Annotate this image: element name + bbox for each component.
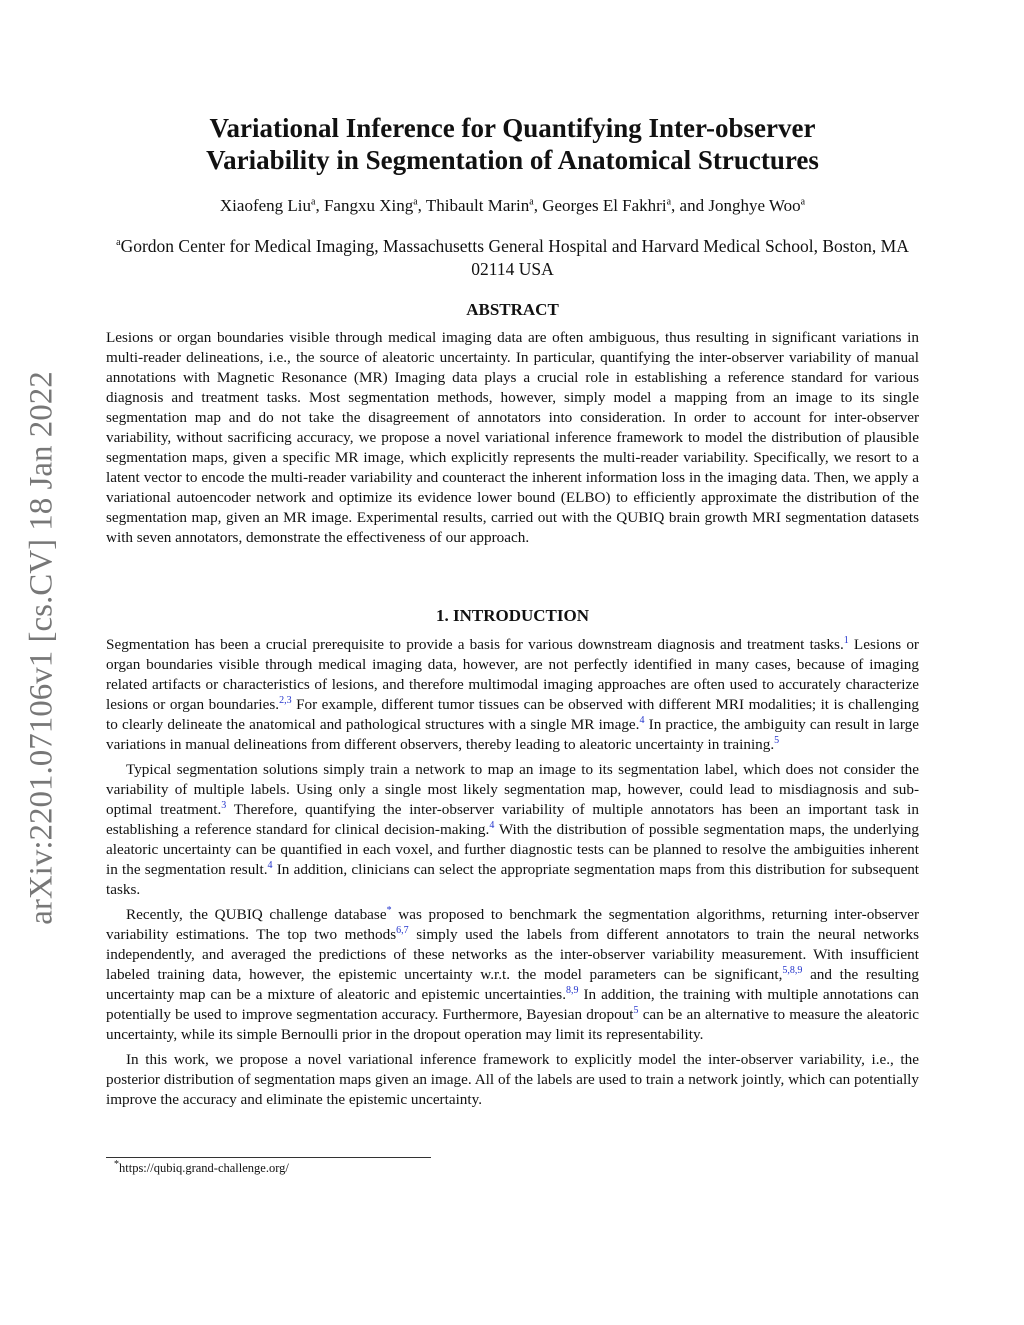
paragraph-text: Segmentation has been a crucial prerequisite to provide a basis for various downstream diagnosis and treatment tasks.: [106, 636, 844, 653]
arxiv-identifier: arXiv:2201.07106v1 [cs.CV] 18 Jan 2022: [23, 371, 60, 925]
citation-link[interactable]: 4: [639, 714, 645, 726]
author-affiliation-mark: a: [413, 196, 418, 208]
author-name: Fangxu Xing: [323, 196, 414, 215]
paper-title: [106, 112, 919, 176]
citation-link[interactable]: 2,3: [279, 694, 292, 706]
footnote-mark: *: [114, 1158, 119, 1170]
author-affiliation-mark: a: [666, 196, 672, 208]
affiliation-text: Gordon Center for Medical Imaging, Massachusetts General Hospital and Harvard Medical School, Boston, MA 02114 USA: [120, 236, 909, 279]
paragraph-text: In addition, clinicians can select the appropriate segmentation maps from this distribution for subsequent tasks.: [106, 861, 920, 898]
citation-link[interactable]: 4: [489, 819, 495, 831]
title-line: Variational Inference for Quantifying Inter-observer: [209, 113, 816, 143]
paragraph-text: In this work, we propose a novel variational inference framework to explicitly model the inter-observer variability, i.e., the posterior distribution of segmentation maps given an image. All of the labels are used to train a network jointly, which can potentially improve the accuracy and eliminate the epistemic uncertainty.: [106, 1051, 919, 1108]
affiliation-mark: a: [116, 237, 121, 249]
author-list: Xiaofeng Liu$^a$, Fangxu Xing$^a$, Thibault Marin$^a$, Georges El Fakhri$^a$, and Jonghye Woo$^a$: [219, 196, 806, 215]
author-name: Xiaofeng Liu: [219, 196, 312, 215]
paragraph-text: In practice, the ambiguity can result in large variations in manual delineations from different observers, thereby leading to aleatoric uncertainty in training.: [106, 716, 920, 753]
citation-link[interactable]: 4: [267, 859, 273, 871]
paragraph-text: simply used the labels from different annotators to train the neural networks independently, and averaged the predictions of these networks as the inter-observer variability measurement. With insufficient labeled training data, however, the epistemic uncertainty w.r.t. the model parameters can be significant,: [106, 926, 919, 983]
affiliation: [106, 235, 919, 281]
paragraph: [106, 760, 919, 900]
paragraph-text: In addition, the training with multiple annotations can potentially be used to improve segmentation accuracy. Furthermore, Bayesian dropout: [106, 986, 919, 1023]
title-line: Variability in Segmentation of Anatomical Structures: [206, 145, 819, 175]
paragraph-text: Lesions or organ boundaries visible through medical imaging data are often ambiguous, thus resulting in significant variations in multi-reader delineations, i.e., the source of aleatoric uncertainty. In particular, quantifying the inter-observer variability of manual annotations with Magnetic Resonance (MR) Imaging data plays a crucial role in establishing a reference standard for various diagnosis and treatment tasks. Most segmentation methods, however, simply model a mapping from an image to its single segmentation map and do not take the disagreement of annotators into consideration. In order to account for inter-observer variability, without sacrificing accuracy, we propose a novel variational inference framework to model the distribution of plausible segmentation maps, given a specific MR image, which explicitly represents the multi-reader variability. Specifically, we resort to a latent vector to encode the multi-reader variability and counteract the inherent information loss in the imaging data. Then, we apply a variational autoencoder network and optimize its evidence lower bound (ELBO) to efficiently approximate the distribution of the segmentation map, given an MR image. Experimental results, carried out with the QUBIQ brain growth MRI segmentation datasets with seven annotators, demonstrate the effectiveness of our approach.: [106, 329, 919, 546]
paragraph-text: With the distribution of possible segmentation maps, the underlying aleatoric uncertainty can be quantified in each voxel, and further diagnostic tests can be planned to resolve the ambiguities inherent in the segmentation result.: [106, 821, 919, 878]
citation-link[interactable]: 6,7: [396, 924, 409, 936]
paragraph-text: Therefore, quantifying the inter-observer variability of multiple annotators has been an important task in establishing a reference standard for clinical decision-making.: [106, 801, 919, 838]
abstract-heading: ABSTRACT: [466, 300, 559, 319]
paragraph-text: can be an alternative to measure the aleatoric uncertainty, while its simple Bernoulli prior in the dropout operation may limit its representability.: [106, 1006, 919, 1043]
paragraph: [106, 905, 919, 1045]
paragraph-text: For example, different tumor tissues can be observed with different MRI modalities; it is challenging to clearly delineate the anatomical and pathological structures with a single MR image.: [106, 696, 919, 733]
citation-link[interactable]: 5,8,9: [782, 964, 803, 976]
paragraph: [106, 328, 919, 548]
paragraph-text: Lesions or organ boundaries visible through medical imaging data, however, are not perfectly identified in many cases, because of imaging related artifacts or characteristics of lesions, and therefore multimodal imaging approaches are often used to accurately characterize lesions or organ boundaries.: [106, 636, 919, 713]
introduction-heading: 1. INTRODUCTION: [435, 606, 590, 625]
paragraph-text: was proposed to benchmark the segmentation algorithms, returning inter-observer variability estimations. The top two methods: [106, 906, 919, 943]
author-name: Georges El Fakhri: [542, 196, 667, 215]
citation-link[interactable]: 8,9: [566, 984, 579, 996]
author-affiliation-mark: a: [529, 196, 534, 208]
footnote-url[interactable]: https://qubiq.grand-challenge.org/: [119, 1161, 289, 1175]
paragraph-text: and the resulting uncertainty map can be a mixture of aleatoric and epistemic uncertainties.: [106, 966, 919, 1003]
paragraph: [106, 1050, 919, 1110]
author-name: Thibault Marin: [425, 196, 530, 215]
paragraph-text: Recently, the QUBIQ challenge database: [126, 906, 387, 923]
paragraph-text: Typical segmentation solutions simply train a network to map an image to its segmentation label, which does not consider the variability of multiple labels. Using only a single most likely segmentation map, however, could lead to misdiagnosis and sub-optimal treatment.: [106, 761, 919, 818]
introduction-body: [106, 635, 919, 1115]
paragraph: [106, 635, 919, 755]
citation-link[interactable]: 3: [221, 799, 227, 811]
author-name: Jonghye Woo: [708, 196, 801, 215]
footnote-rule: [106, 1157, 431, 1158]
abstract-body: [106, 328, 919, 553]
footnote: [114, 1158, 289, 1176]
citation-link[interactable]: 5: [774, 734, 780, 746]
citation-link[interactable]: 1: [843, 634, 849, 646]
citation-link[interactable]: 5: [633, 1004, 639, 1016]
author-affiliation-mark: a: [311, 196, 316, 208]
citation-link[interactable]: *: [386, 904, 392, 916]
author-affiliation-mark: a: [800, 196, 806, 208]
